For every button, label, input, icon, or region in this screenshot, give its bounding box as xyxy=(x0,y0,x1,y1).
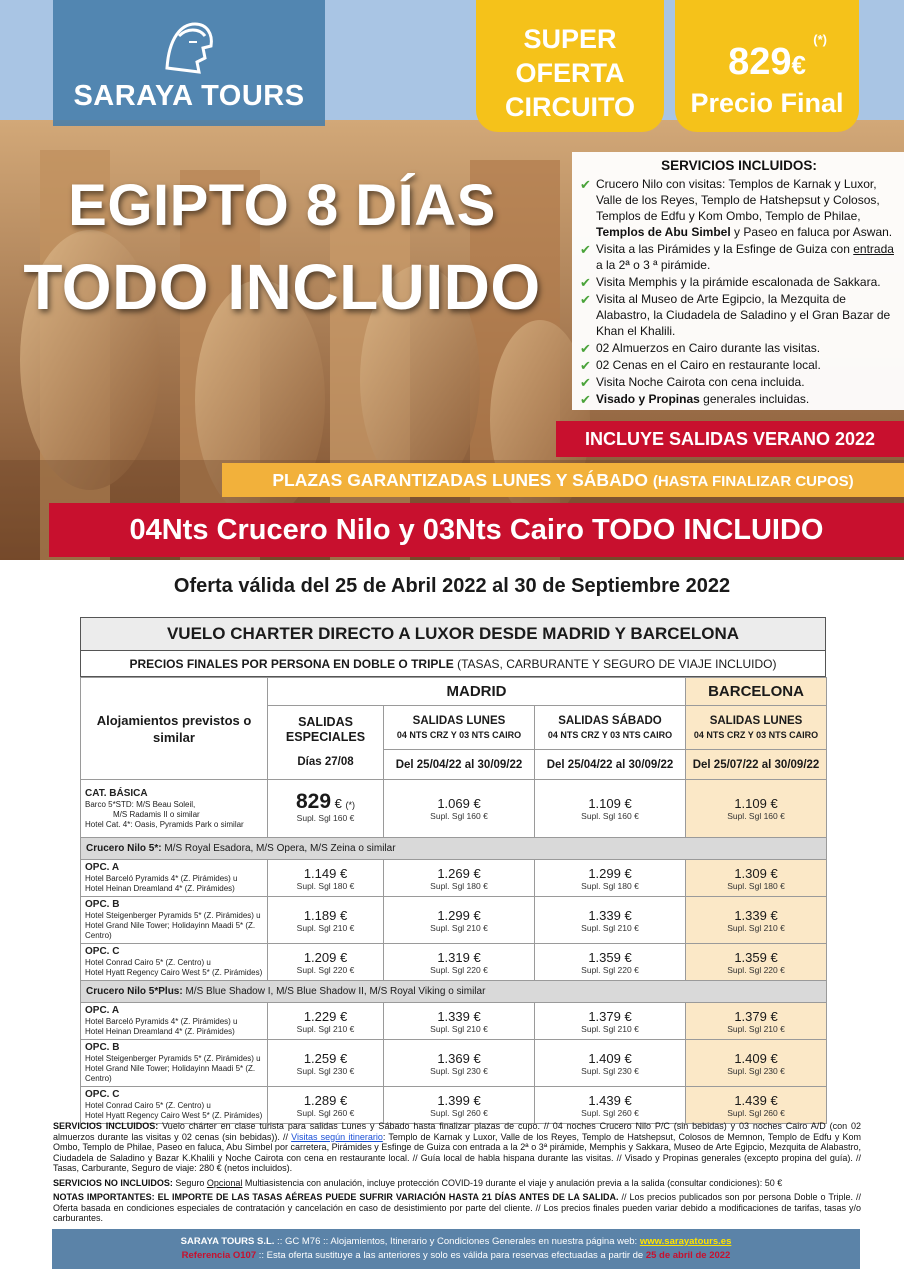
monday-price: 1.339 € Supl. Sgl 210 € xyxy=(384,1003,535,1040)
service-item: ✔ Visita Memphis y la pirámide escalonada de Sakkara. xyxy=(580,275,881,290)
special-price: 1.289 € Supl. Sgl 260 € xyxy=(268,1087,384,1124)
included-services-note: SERVICIOS INCLUIDOS: Vuelo chárter en clase turista para salidas Lunes y Sábado hasta finalizar plazas de cupo. // 04 noches Crucero Nilo P/C (sin bebidas) y 03 noches Cairo A/D (con 02 almuerzos durante las visitas y 02 cenas (sin bebidas)). // Visitas según itinerario: Templo de Karnak y Luxor, Valle de los Reyes, Templo de Hatshepsut, Colosos de Memnon, Templo de Edfu y Kom Ombo, Templo de Philae, Paseo en faluca, Abu Simbel por carretera, Pirámides y Esfinge de Guiza con entrada a la 2ª o 3ª pirámide, Memphis y Sakkara, Museo de Arte Egipcio, Mezquita de Alabastro, Ciudadela de Saladino y Bazar K.Khalili y Noche Cairota con cena en restaurante local. // Guía local de habla hispana durante las visitas. // Visado y Propinas generales (excepto propina del guía). // Tasas, Carburante, Seguro de viaje: 280 € (netos incluidos). xyxy=(53,1121,861,1173)
basic-bcn-price: 1.109 € Supl. Sgl 160 € xyxy=(686,780,827,838)
bcn-price: 1.439 € Supl. Sgl 260 € xyxy=(686,1087,827,1124)
checkmark-icon: ✔ xyxy=(580,275,591,290)
valid-from-date: 25 de abril de 2022 xyxy=(645,1250,731,1261)
prices-subheader: PRECIOS FINALES POR PERSONA EN DOBLE O TRIPLE (TASAS, CARBURANTE Y SEGURO DE VIAJE INCLUIDO) xyxy=(80,651,826,677)
monday-price: 1.399 € Supl. Sgl 260 € xyxy=(384,1087,535,1124)
important-notes: NOTAS IMPORTANTES: EL IMPORTE DE LAS TASAS AÉREAS PUEDE SUFRIR VARIACIÓN HASTA 21 DÍAS ANTES DE LA SALIDA. // Los precios publicados son por persona Doble o Triple. // Oferta basada en condiciones especiales de contratación y cancelación en caso de desistimiento por parte del cliente. // Los precios finales pueden variar debido a modificaciones de tarifas, tasas y/o carburantes. xyxy=(53,1192,861,1223)
cruise-cairo-band: 04Nts Crucero Nilo y 03Nts Cairo TODO INCLUIDO xyxy=(49,503,904,557)
bcn-price: 1.309 € Supl. Sgl 180 € xyxy=(686,860,827,897)
checkmark-icon: ✔ xyxy=(580,292,591,307)
price-table xyxy=(80,617,826,1124)
monday-price: 1.319 € Supl. Sgl 220 € xyxy=(384,944,535,981)
service-item: ✔ 02 Almuerzos en Cairo durante las visitas. xyxy=(580,341,821,356)
monday-price: 1.299 € Supl. Sgl 210 € xyxy=(384,897,535,944)
super-offer-badge xyxy=(476,0,664,132)
table-row xyxy=(81,1087,827,1124)
brand-logo xyxy=(53,0,325,126)
services-list xyxy=(580,176,898,407)
special-price: 1.229 € Supl. Sgl 210 € xyxy=(268,1003,384,1040)
special-price: 1.209 € Supl. Sgl 220 € xyxy=(268,944,384,981)
brand-name: SARAYA TOURS xyxy=(73,80,305,112)
saturday-price: 1.379 € Supl. Sgl 210 € xyxy=(535,1003,686,1040)
service-item: ✔ Visita a las Pirámides y la Esfinge de Guiza con entrada a la 2ª o 3 ª pirámide. xyxy=(580,242,894,272)
final-price-label: Precio Final xyxy=(690,88,844,118)
saturday-departures-header: SALIDAS SÁBADO 04 NTS CRZ Y 03 NTS CAIRO xyxy=(535,706,686,750)
service-item: ✔ Visado y Propinas generales incluidas. xyxy=(580,392,810,407)
services-title: SERVICIOS INCLUIDOS: xyxy=(661,158,817,173)
final-price-badge xyxy=(675,0,859,132)
guaranteed-seats-band: PLAZAS GARANTIZADAS LUNES Y SÁBADO (HASTA FINALIZAR CUPOS) xyxy=(222,463,904,497)
checkmark-icon: ✔ xyxy=(580,341,591,356)
promo-line-3: CIRCUITO xyxy=(504,92,635,122)
table-row xyxy=(81,1040,827,1087)
flight-header: VUELO CHARTER DIRECTO A LUXOR DESDE MADRID Y BARCELONA xyxy=(80,617,826,651)
madrid-header: MADRID xyxy=(268,678,686,706)
pharaoh-head-icon xyxy=(159,18,219,76)
saturday-price: 1.359 € Supl. Sgl 220 € xyxy=(535,944,686,981)
service-item: ✔ Visita al Museo de Arte Egipcio, la Mezquita de Alabastro, la Ciudadela de Saladino y el Gran Bazar de Khan el Khalili. xyxy=(580,292,891,338)
checkmark-icon: ✔ xyxy=(580,392,591,407)
summer-departures-band: INCLUYE SALIDAS VERANO 2022 xyxy=(556,421,904,457)
footer-bar: SARAYA TOURS S.L. :: GC M76 :: Alojamientos, Itinerario y Condiciones Generales en nuestra página web: www.sarayatours.es Referencia O107 :: Esta oferta sustituye a las anteriores y solo es válida para reservas efectuadas a partir de 25 de abril de 2022 xyxy=(52,1229,860,1269)
checkmark-icon: ✔ xyxy=(580,177,591,192)
hotel-option-cell: OPC. A Hotel Barceló Pyramids 4* (Z. Pirámides) u Hotel Heinan Dreamland 4* (Z. Pirámides) xyxy=(81,860,268,897)
included-services-box xyxy=(572,152,904,410)
monday-price: 1.269 € Supl. Sgl 180 € xyxy=(384,860,535,897)
special-price: 1.259 € Supl. Sgl 230 € xyxy=(268,1040,384,1087)
bcn-monday-departures-header: SALIDAS LUNES 04 NTS CRZ Y 03 NTS CAIRO xyxy=(686,706,827,750)
prices-grid xyxy=(80,677,827,1124)
basic-category-cell: CAT. BÁSICA Barco 5*STD: M/S Beau Soleil, M/S Radamis II o similar Hotel Cat. 4*: Oasis, Pyramids Park o similar xyxy=(81,780,268,838)
saturday-dates: Del 25/04/22 al 30/09/22 xyxy=(535,750,686,780)
checkmark-icon: ✔ xyxy=(580,242,591,257)
website-link[interactable]: www.sarayatours.es xyxy=(639,1236,732,1247)
accommodation-header: Alojamientos previstos o similar xyxy=(81,678,268,780)
table-row xyxy=(81,780,827,838)
bcn-price: 1.359 € Supl. Sgl 220 € xyxy=(686,944,827,981)
service-item: ✔ Visita Noche Cairota con cena incluida. xyxy=(580,375,805,390)
service-item: ✔ 02 Cenas en el Cairo en restaurante local. xyxy=(580,358,821,373)
itinerary-link[interactable]: Visitas según itinerario xyxy=(291,1131,383,1142)
basic-special-price: 829 € (*) Supl. Sgl 160 € xyxy=(268,780,384,838)
saturday-price: 1.339 € Supl. Sgl 210 € xyxy=(535,897,686,944)
monday-price: 1.369 € Supl. Sgl 230 € xyxy=(384,1040,535,1087)
bcn-price: 1.409 € Supl. Sgl 230 € xyxy=(686,1040,827,1087)
table-row xyxy=(81,897,827,944)
table-row xyxy=(81,1003,827,1040)
monday-dates: Del 25/04/22 al 30/09/22 xyxy=(384,750,535,780)
final-price: 829€ xyxy=(728,41,806,83)
hotel-option-cell: OPC. C Hotel Conrad Cairo 5* (Z. Centro) u Hotel Hyatt Regency Cairo West 5* (Z. Pirámides) xyxy=(81,944,268,981)
bcn-price: 1.379 € Supl. Sgl 210 € xyxy=(686,1003,827,1040)
hotel-option-cell: OPC. C Hotel Conrad Cairo 5* (Z. Centro) u Hotel Hyatt Regency Cairo West 5* (Z. Pirámides) xyxy=(81,1087,268,1124)
saturday-price: 1.299 € Supl. Sgl 180 € xyxy=(535,860,686,897)
promo-line-2: OFERTA xyxy=(515,58,625,88)
headline-line-2: TODO INCLUIDO xyxy=(23,251,541,323)
basic-saturday-price: 1.109 € Supl. Sgl 160 € xyxy=(535,780,686,838)
hotel-option-cell: OPC. A Hotel Barceló Pyramids 4* (Z. Pirámides) u Hotel Heinan Dreamland 4* (Z. Pirámides) xyxy=(81,1003,268,1040)
checkmark-icon: ✔ xyxy=(580,375,591,390)
bcn-price: 1.339 € Supl. Sgl 210 € xyxy=(686,897,827,944)
bcn-monday-dates: Del 25/07/22 al 30/09/22 xyxy=(686,750,827,780)
promo-line-1: SUPER xyxy=(523,24,617,54)
special-price: 1.189 € Supl. Sgl 210 € xyxy=(268,897,384,944)
hero-banner xyxy=(0,0,904,560)
special-price: 1.149 € Supl. Sgl 180 € xyxy=(268,860,384,897)
saturday-price: 1.409 € Supl. Sgl 230 € xyxy=(535,1040,686,1087)
special-departures-header: SALIDAS ESPECIALES Días 27/08 xyxy=(268,706,384,780)
price-asterisk: (*) xyxy=(813,32,827,47)
reference-code: Referencia O107 xyxy=(181,1250,257,1261)
table-row xyxy=(81,860,827,897)
saturday-price: 1.439 € Supl. Sgl 260 € xyxy=(535,1087,686,1124)
hotel-option-cell: OPC. B Hotel Steigenberger Pyramids 5* (Z. Pirámides) u Hotel Grand Nile Tower; Holidayinn Maadi 5* (Z. Centro) xyxy=(81,1040,268,1087)
checkmark-icon: ✔ xyxy=(580,358,591,373)
basic-monday-price: 1.069 € Supl. Sgl 160 € xyxy=(384,780,535,838)
cruise-5-plus-section: Crucero Nilo 5*Plus: M/S Blue Shadow I, M/S Blue Shadow II, M/S Royal Viking o similar xyxy=(81,981,827,1003)
cruise-5-section: Crucero Nilo 5*: M/S Royal Esadora, M/S Opera, M/S Zeina o similar xyxy=(81,838,827,860)
offer-validity: Oferta válida del 25 de Abril 2022 al 30 de Septiembre 2022 xyxy=(173,575,731,597)
service-item: ✔ Crucero Nilo con visitas: Templos de Karnak y Luxor, Valle de los Reyes, Templo de Hatshepsut y Colosos, Templos de Edfu y Kom Ombo, Templo de Philae, Templos de Abu Simbel y Paseo en faluca por Aswan. xyxy=(580,177,893,239)
monday-departures-header: SALIDAS LUNES 04 NTS CRZ Y 03 NTS CAIRO xyxy=(384,706,535,750)
headline-line-1: EGIPTO 8 DÍAS xyxy=(68,173,496,238)
barcelona-header: BARCELONA xyxy=(686,678,827,706)
hotel-option-cell: OPC. B Hotel Steigenberger Pyramids 5* (Z. Pirámides) u Hotel Grand Nile Tower; Holidayinn Maadi 5* (Z. Centro) xyxy=(81,897,268,944)
terms-notes xyxy=(53,1121,861,1228)
not-included-note: SERVICIOS NO INCLUIDOS: Seguro Opcional Multiasistencia con anulación, incluye protección COVID-19 durante el viaje y anulación previa a la salida (consultar condiciones): 50 € xyxy=(53,1177,783,1188)
table-row xyxy=(81,944,827,981)
